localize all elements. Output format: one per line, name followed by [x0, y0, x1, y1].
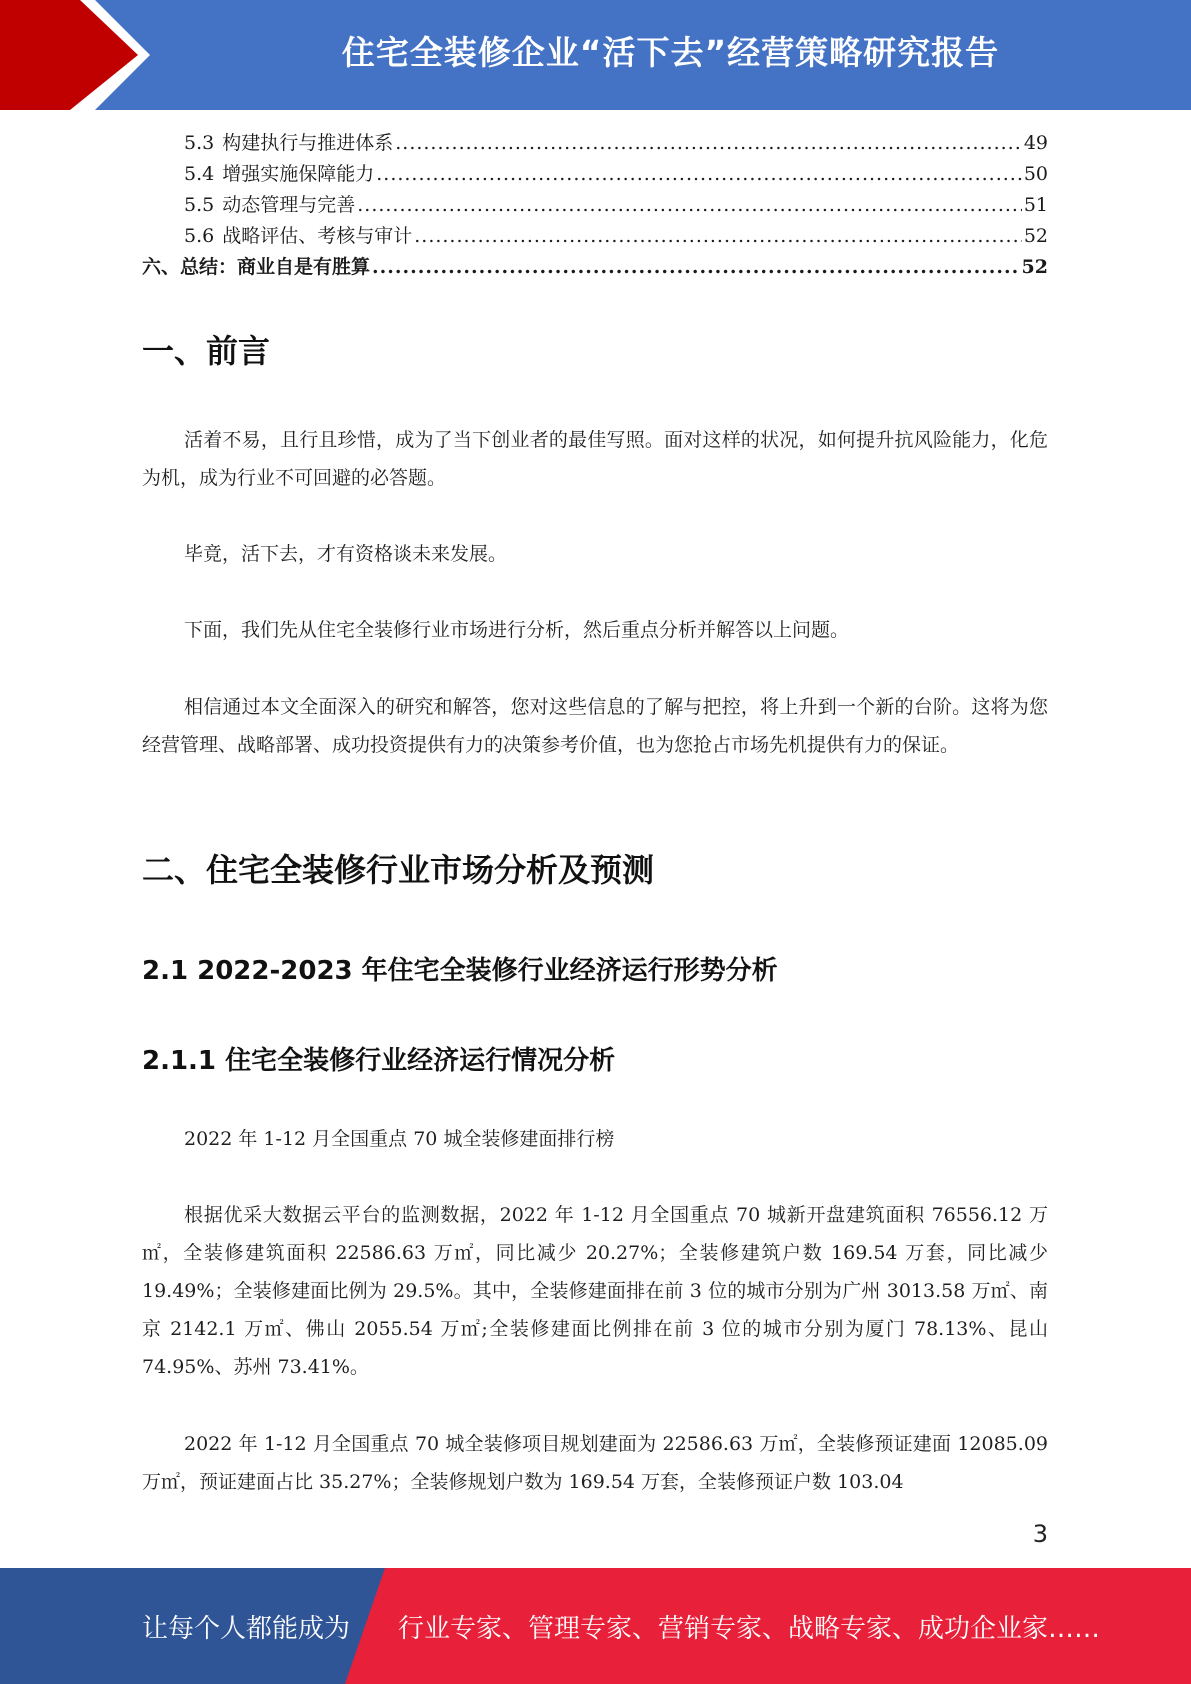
toc-entry-number: 5.5 [184, 194, 215, 216]
subsection-heading: 2.1.1 住宅全装修行业经济运行情况分析 [142, 1046, 616, 1076]
page-number: 3 [1032, 1520, 1048, 1548]
toc-leader-dots [372, 252, 1020, 283]
toc-entry-page: 50 [1023, 163, 1048, 185]
toc-entry-number: 5.6 [184, 225, 215, 247]
toc-entry[interactable] [142, 159, 1048, 190]
header-arrow-decoration [0, 0, 150, 110]
toc-entry[interactable] [142, 190, 1048, 221]
subsection-heading: 2.1 2022-2023 年住宅全装修行业经济运行形势分析 [142, 956, 778, 986]
section-heading-market-analysis: 二、住宅全装修行业市场分析及预测 [142, 851, 655, 889]
page-header [0, 0, 1191, 110]
report-title: 住宅全装修企业“活下去”经营策略研究报告 [341, 32, 1000, 72]
footer-slogan-right: 行业专家、管理专家、营销专家、战略专家、成功企业家…… [398, 1613, 1101, 1644]
toc-leader-dots [414, 221, 1022, 252]
toc-leader-dots [395, 128, 1022, 159]
toc-entry-title: 战略评估、考核与审计 [222, 225, 413, 247]
toc-entry-number: 5.4 [184, 163, 215, 185]
toc-entry-chapter[interactable] [142, 252, 1048, 283]
footer-slogan-left: 让每个人都能成为 [142, 1613, 351, 1644]
paragraph: 相信通过本文全面深入的研究和解答，您对这些信息的了解与把控，将上升到一个新的台阶。这将为您经营管理、战略部署、成功投资提供有力的决策参考价值，也为您抢占市场先机提供有力的保证。 [142, 696, 1048, 756]
toc-entry[interactable] [142, 221, 1048, 252]
table-of-contents [142, 128, 1048, 283]
toc-entry-title: 增强实施保障能力 [222, 163, 375, 185]
toc-entry-title: 动态管理与完善 [222, 194, 356, 216]
toc-entry-page: 49 [1023, 132, 1048, 154]
paragraph: 毕竟，活下去，才有资格谈未来发展。 [184, 543, 508, 565]
toc-leader-dots [376, 159, 1022, 190]
paragraph: 2022 年 1-12 月全国重点 70 城全装修建面排行榜 [184, 1128, 615, 1150]
section-heading-preface: 一、前言 [142, 332, 271, 370]
paragraph: 活着不易，且行且珍惜，成为了当下创业者的最佳写照。面对这样的状况，如何提升抗风险能力，化危为机，成为行业不可回避的必答题。 [142, 429, 1048, 489]
toc-entry-number: 5.3 [184, 132, 215, 154]
toc-leader-dots [357, 190, 1022, 221]
paragraph: 根据优采大数据云平台的监测数据，2022 年 1-12 月全国重点 70 城新开盘建筑面积 76556.12 万㎡，全装修建筑面积 22586.63 万㎡，同比减少 20.27%；全装修建筑户数 169.54 万套，同比减少 19.49%；全装修建面比例为 29.5%。其中，全装修建面排在前 3 位的城市分别为广州 3013.58 万㎡、南京 2142.1 万㎡、佛山 2055.54 万㎡;全装修建面比例排在前 3 位的城市分别为厦门 78.13%、昆山 74.95%、苏州 73.41%。 [142, 1204, 1048, 1378]
paragraph: 2022 年 1-12 月全国重点 70 城全装修项目规划建面为 22586.63 万㎡，全装修预证建面 12085.09 万㎡，预证建面占比 35.27%；全装修规划户数为 169.54 万套，全装修预证户数 103.04 [142, 1433, 1048, 1493]
toc-entry-page: 52 [1021, 256, 1048, 278]
toc-entry-title: 构建执行与推进体系 [222, 132, 394, 154]
toc-entry-page: 52 [1023, 225, 1048, 247]
paragraph: 下面，我们先从住宅全装修行业市场进行分析，然后重点分析并解答以上问题。 [184, 619, 850, 641]
toc-entry-title: 六、总结：商业自是有胜算 [142, 256, 371, 278]
toc-entry[interactable] [142, 128, 1048, 159]
toc-entry-page: 51 [1023, 194, 1048, 216]
page-footer [0, 1568, 1191, 1684]
